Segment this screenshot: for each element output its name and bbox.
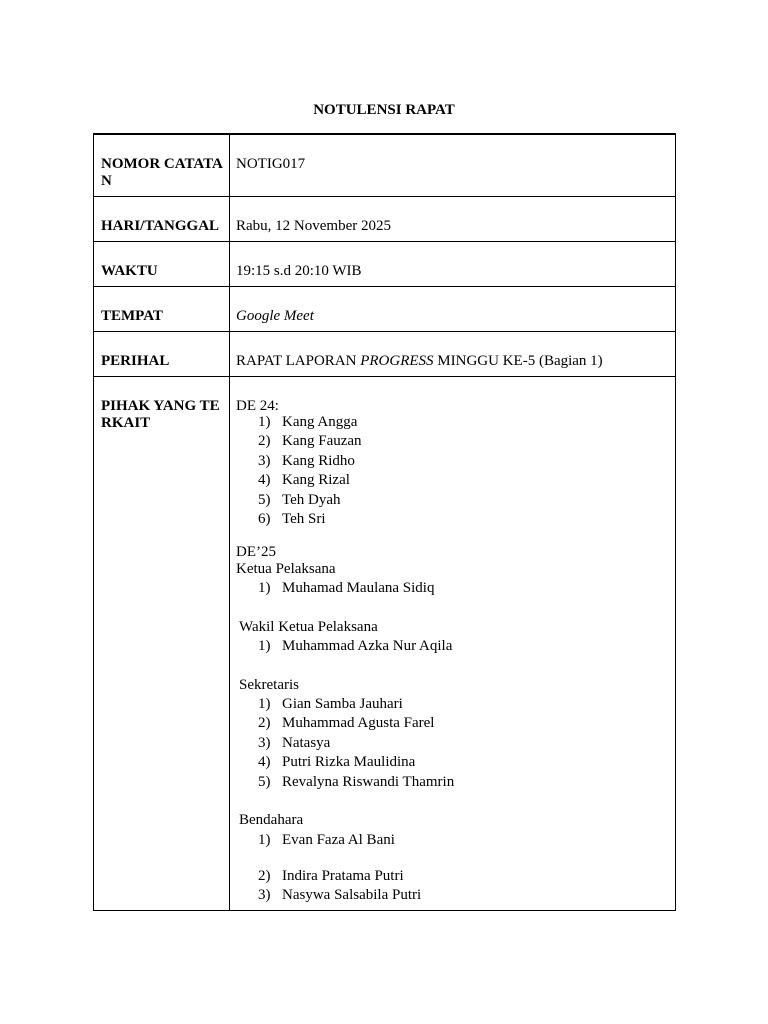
sekretaris-heading: Sekretaris xyxy=(239,677,299,693)
member-name: Kang Angga xyxy=(282,414,358,430)
list-item: 4) Kang Rizal xyxy=(258,472,350,488)
list-item: 3) Kang Ridho xyxy=(258,453,355,469)
document-title: NOTULENSI RAPAT xyxy=(313,102,455,118)
perihal-label: PERIHAL xyxy=(101,353,170,369)
member-name: Muhamad Maulana Sidiq xyxy=(282,580,435,596)
list-item: 1) Kang Angga xyxy=(258,414,358,430)
member-name: Natasya xyxy=(282,735,331,751)
list-item: 2) Indira Pratama Putri xyxy=(258,868,404,884)
row-divider xyxy=(94,196,675,197)
ketua-heading: Ketua Pelaksana xyxy=(236,561,336,577)
list-item: 1) Muhamad Maulana Sidiq xyxy=(258,580,435,596)
list-item: 1) Gian Samba Jauhari xyxy=(258,696,403,712)
perihal-value xyxy=(236,353,666,370)
de24-heading: DE 24: xyxy=(236,398,279,414)
member-name: Indira Pratama Putri xyxy=(282,868,404,884)
pihak-terkait-label: PIHAK YANG TERKAIT xyxy=(101,398,220,431)
wakil-heading: Wakil Ketua Pelaksana xyxy=(239,619,378,635)
member-name: Teh Dyah xyxy=(282,492,341,508)
perihal-text: RAPAT LAPORAN xyxy=(236,353,361,369)
member-name: Kang Fauzan xyxy=(282,433,362,449)
bendahara-heading: Bendahara xyxy=(239,812,304,828)
list-item: 3) Natasya xyxy=(258,735,331,751)
perihal-emphasis: PROGRESS xyxy=(360,353,434,369)
column-divider xyxy=(229,135,230,910)
list-item: 2) Kang Fauzan xyxy=(258,433,362,449)
nomor-catatan-label: NOMOR CATATAN xyxy=(101,156,223,189)
nomor-catatan-value: NOTIG017 xyxy=(236,156,306,172)
member-name: Evan Faza Al Bani xyxy=(282,832,395,848)
member-name: Muhammad Azka Nur Aqila xyxy=(282,638,453,654)
hari-tanggal-value: Rabu, 12 November 2025 xyxy=(236,218,391,234)
member-name: Nasywa Salsabila Putri xyxy=(282,887,422,903)
member-name: Gian Samba Jauhari xyxy=(282,696,403,712)
list-item: 1) Muhammad Azka Nur Aqila xyxy=(258,638,453,654)
row-divider xyxy=(94,286,675,287)
member-name: Revalyna Riswandi Thamrin xyxy=(282,774,455,790)
row-divider xyxy=(94,376,675,377)
waktu-label: WAKTU xyxy=(101,263,158,279)
tempat-label: TEMPAT xyxy=(101,308,163,324)
list-item: 5) Teh Dyah xyxy=(258,492,341,508)
row-divider xyxy=(94,331,675,332)
member-name: Putri Rizka Maulidina xyxy=(282,754,416,770)
member-name: Kang Ridho xyxy=(282,453,355,469)
list-item: 1) Evan Faza Al Bani xyxy=(258,832,395,848)
list-item: 3) Nasywa Salsabila Putri xyxy=(258,887,422,903)
member-name: Teh Sri xyxy=(282,511,326,527)
minutes-table xyxy=(93,133,676,911)
hari-tanggal-label: HARI/TANGGAL xyxy=(101,218,220,234)
list-item: 5) Revalyna Riswandi Thamrin xyxy=(258,774,455,790)
list-item: 2) Muhammad Agusta Farel xyxy=(258,715,435,731)
waktu-value: 19:15 s.d 20:10 WIB xyxy=(236,263,362,279)
perihal-text: MINGGU KE-5 (Bagian 1) xyxy=(433,353,603,369)
member-name: Kang Rizal xyxy=(282,472,350,488)
row-divider xyxy=(94,241,675,242)
list-item: 4) Putri Rizka Maulidina xyxy=(258,754,416,770)
list-item: 6) Teh Sri xyxy=(258,511,326,527)
member-name: Muhammad Agusta Farel xyxy=(282,715,435,731)
tempat-value: Google Meet xyxy=(236,308,314,324)
de25-heading: DE’25 xyxy=(236,544,276,560)
